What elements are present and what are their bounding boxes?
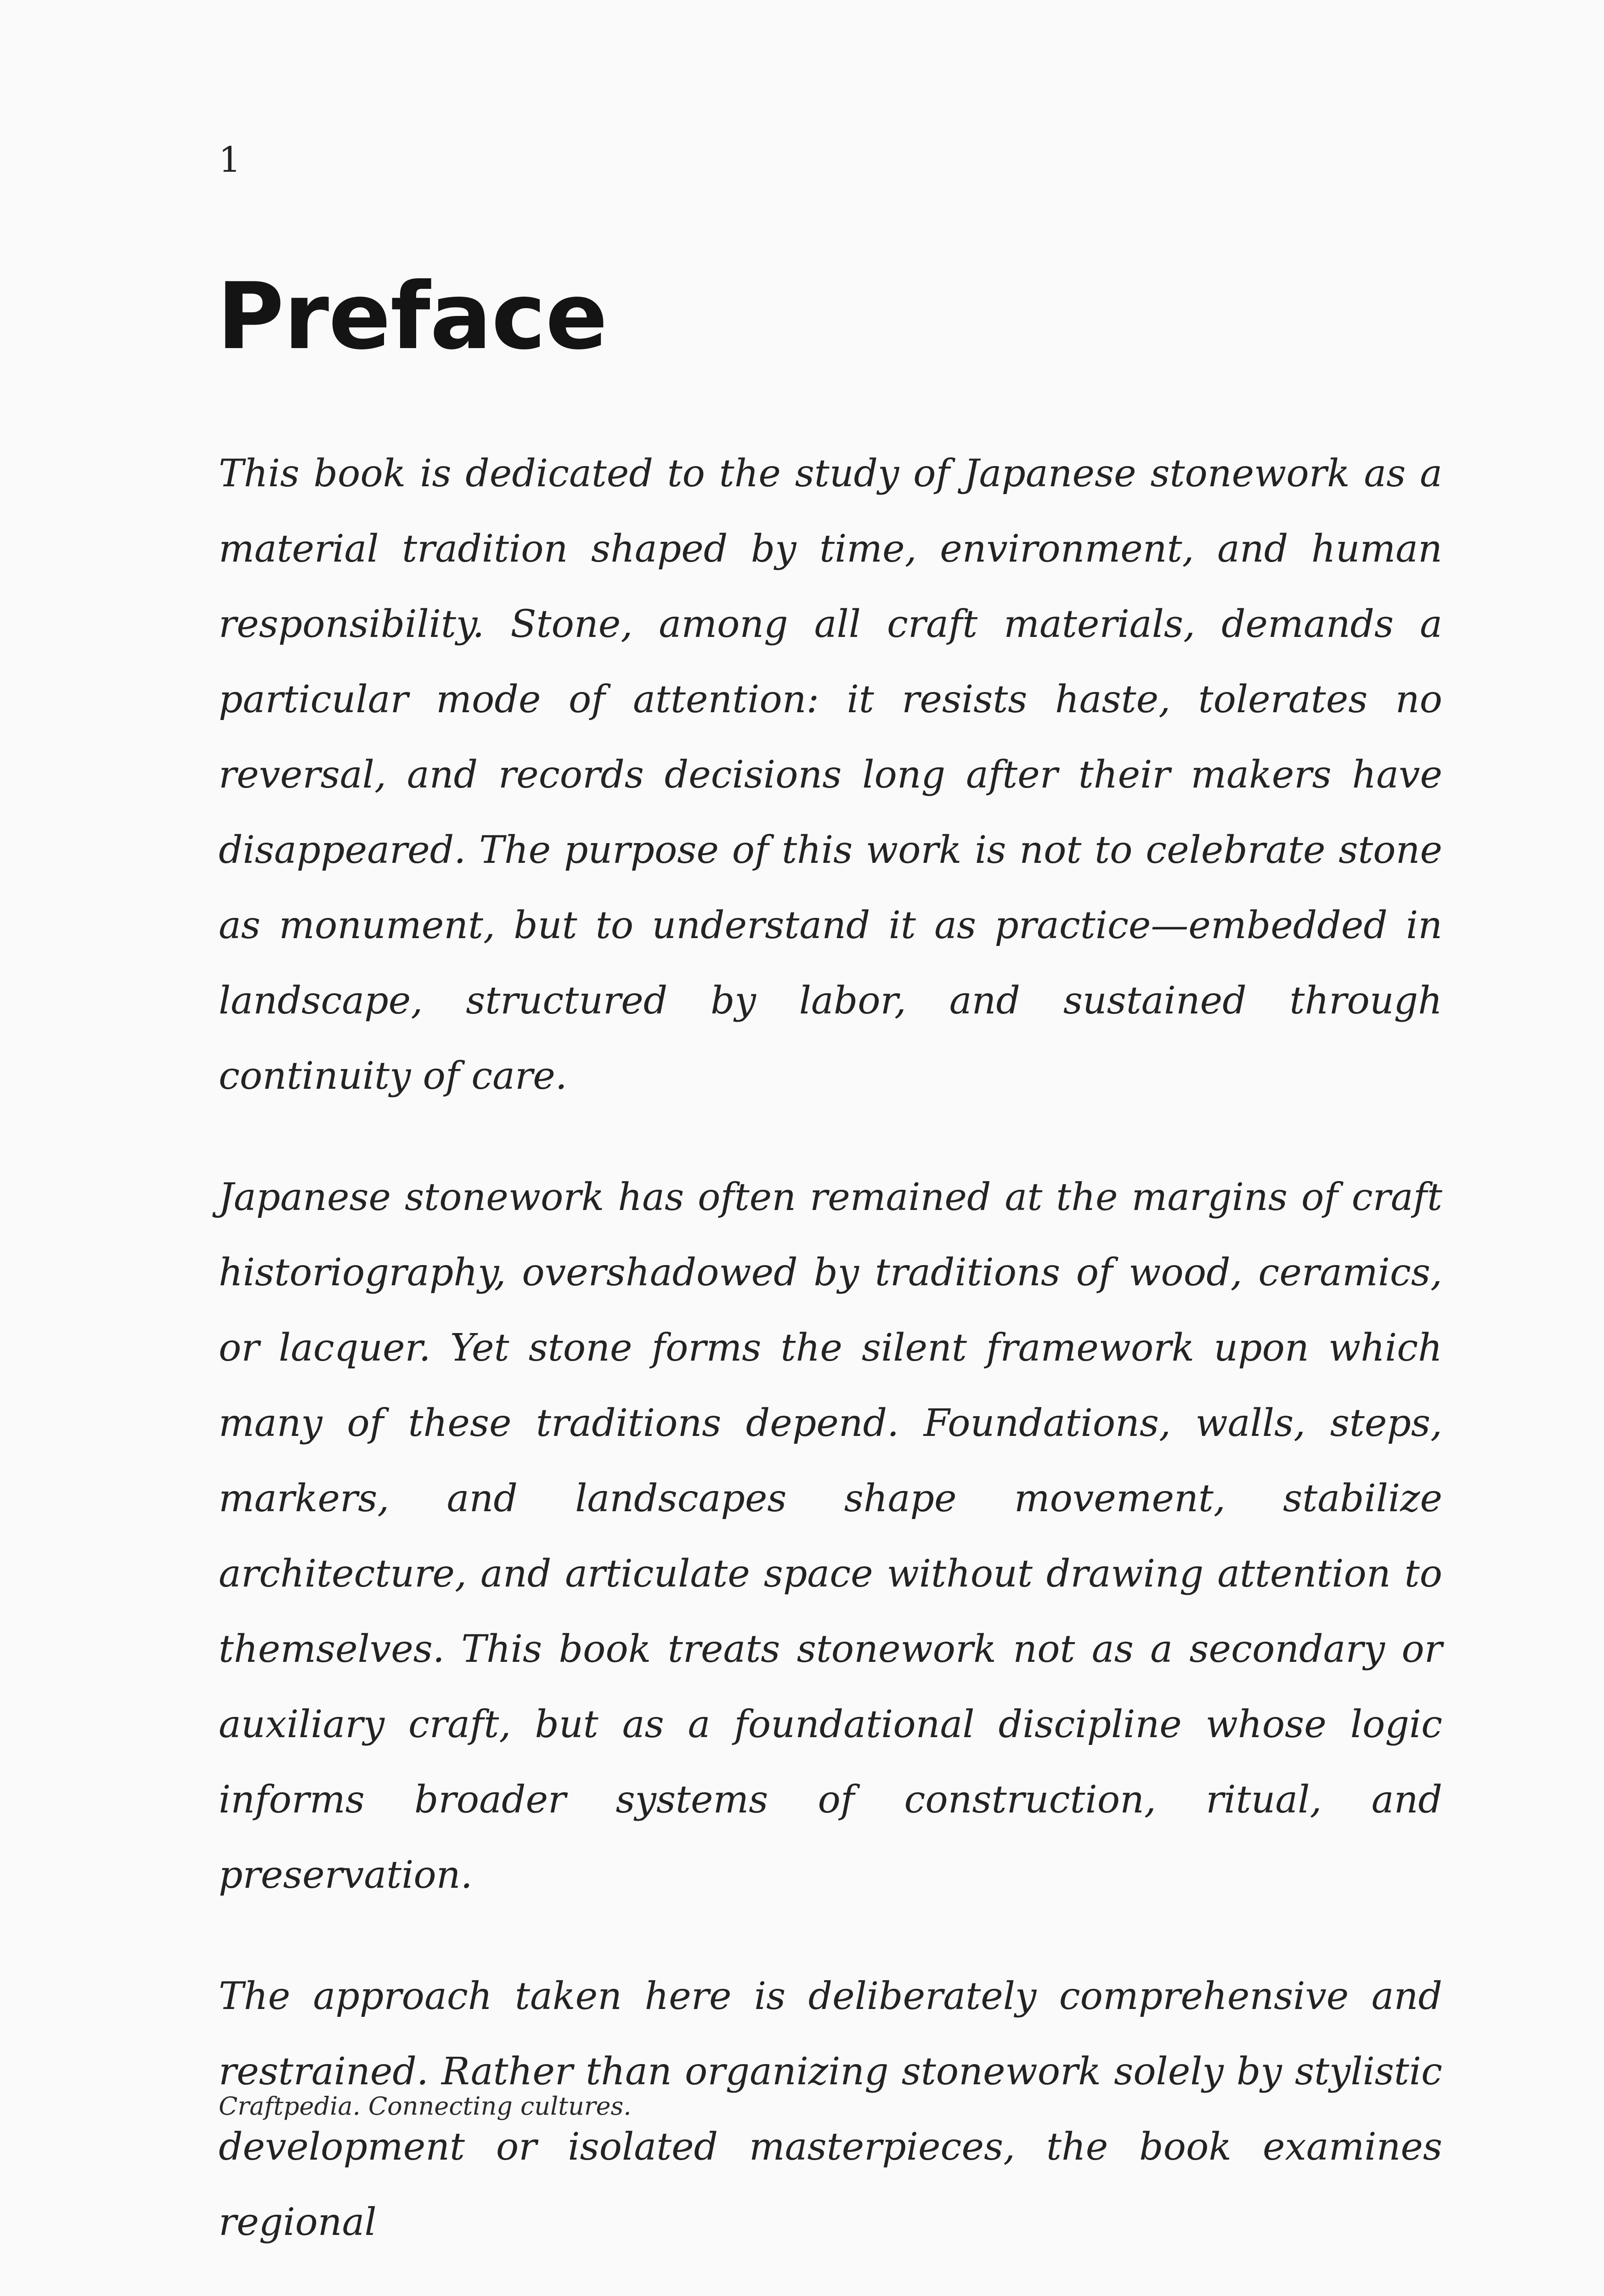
- paragraph-2: Japanese stonework has often remained at the margins of craft historiography, overshadowed by traditions of wood, ceramics, or lacquer. Yet stone forms the silent framework upon which many of these traditions depend. Foundations, walls, steps, markers, and landscapes shape movement, stabilize architecture, and articulate space without drawing attention to themselves. This book treats stonework not as a secondary or auxiliary craft, but as a foundational discipline whose logic informs broader systems of construction, ritual, and preservation.: [219, 1176, 1442, 1897]
- paragraph-1: This book is dedicated to the study of Japanese stonework as a material tradition shaped by time, environment, and human responsibility. Stone, among all craft materials, demands a particular mode of attention: it resists haste, tolerates no reversal, and records decisions long after their makers have disappeared. The purpose of this work is not to celebrate stone as monument, but to understand it as practice—embedded in landscape, structured by labor, and sustained through continuity of care.: [219, 452, 1442, 1098]
- paragraph-3: The approach taken here is deliberately comprehensive and restrained. Rather than organizing stonework solely by stylistic development or isolated masterpieces, the book examines regional: [219, 1975, 1442, 2244]
- page-number: 1: [219, 139, 241, 180]
- page-title: Preface: [217, 263, 608, 370]
- page-footer: Craftpedia. Connecting cultures.: [219, 2092, 632, 2121]
- preface-body: [219, 436, 1442, 2296]
